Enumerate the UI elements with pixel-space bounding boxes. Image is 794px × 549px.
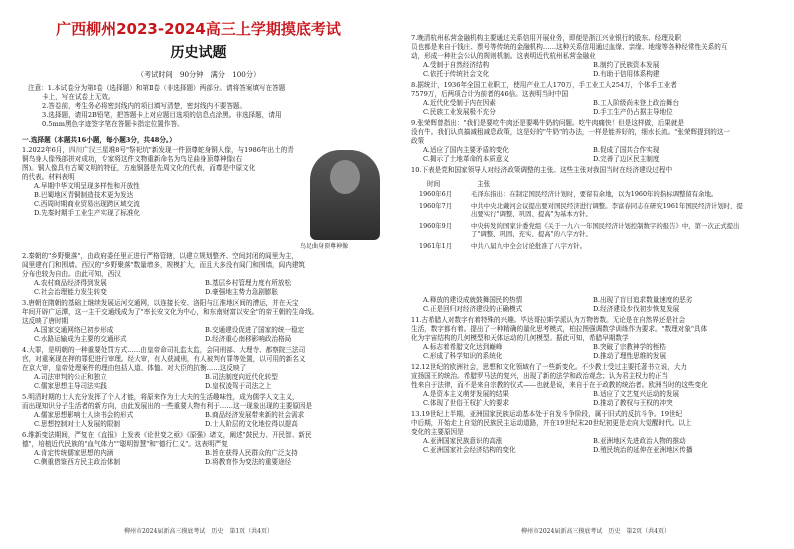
notice-line: 注意：1.本试卷分为第Ⅰ卷（选择题）和第Ⅱ卷（非选择题）两部分。请将答案填写在答题 — [28, 84, 286, 92]
bronze-statue-image — [310, 150, 380, 240]
question-text: 年间开辟广运潭，这一主干交通线成为了"率长安文化为中心，和东南财富以安全"的帝王朝的生命线。 — [22, 308, 319, 316]
question-text: 宣扬国王的统治。希腊罗马法的复兴，出现了新的法学和政治观念；认为君主权力的正当 — [411, 372, 669, 380]
option: C.依托于传统社会文化 — [423, 70, 490, 78]
option: B.旨在获得人民群众的广泛支持 — [205, 449, 298, 457]
option: C.体现了世俗王权扩大的要求 — [423, 399, 510, 407]
notice-line: 0.5mm黑色字迹签字笔在答题卡指定位置作答。 — [42, 120, 184, 128]
option: B.基层乡村管理力度有所放松 — [205, 279, 292, 287]
question-text: 动，形成一种社会公认的规则机制。这表明近代杭州私营金融业 — [411, 52, 596, 60]
question-text: 没有牛。我们认真搞减租减息政策，这是好的"牛奶"的办法，一样是能养好的，细水长流。"张荣辉提到的这一 — [411, 128, 731, 136]
table-row — [419, 242, 749, 250]
page-footer: 柳州市2024届新高三摸底考试 历史 第1页（共4页） — [124, 528, 273, 535]
notice-line: 2.答卷前，考生务必将密封线内的项目填写清楚，密封线内不要答题。 — [42, 102, 247, 110]
table-cell-time: 1960年7月 — [419, 202, 453, 210]
question-text: 12.12世纪的欧洲社会，思想和文化领域有了一些新变化。不少教士受过主要托著书立说，大力 — [411, 363, 688, 371]
question-text: 中后期，开始走上自觉的民族民主运动道路，并在19世纪末20世纪初更是走向大觉醒时代。以上 — [411, 419, 692, 427]
question-text: 13.19世纪上半期，亚洲国家民族运动基本处于自发斗争阶段，属于旧式的反抗斗争。19世纪 — [411, 410, 683, 418]
question-text: 2.秦朝的"乡野聚落"，由政府委任里正进行严格管辖，以建立规划整齐、空间封闭的闾里为主， — [22, 252, 299, 260]
option: D.经济重心南移影响政治格局 — [205, 335, 292, 343]
question-text: 分布也较为自由。由此可知，西汉 — [22, 270, 121, 278]
option: A.适应了国内主要矛盾的变化 — [423, 146, 509, 154]
option: C.正是回归对经济建设的正确模式 — [423, 305, 523, 313]
exam-subject: 历史试题 — [170, 45, 227, 61]
question-text: 这反映了唐时期 — [22, 317, 69, 325]
option: A.受制于自然经济结构 — [423, 61, 490, 69]
option: A.释放的建设成就鼓舞国民的热情 — [423, 296, 523, 304]
question-text: 9.张荣辉曾指出："我们是要吃牛肉还是要喝牛奶的问题。吃牛肉痛快！但是这样做，后果就是 — [411, 119, 685, 127]
table-cell-position: 中共八届九中全会讨论批准了八字方针。 — [471, 242, 587, 250]
table-header-time: 时间 — [427, 180, 441, 188]
question-text: 3.唐朝在隋朝的基础上继续发展运河交通网，以连接长安、洛阳与江淮地区间的漕运，并在天宝 — [22, 299, 299, 307]
option: A.肯定传统儒家思想的内涵 — [34, 449, 114, 457]
notice-line: 3.选择题，请用2B铅笔，把答题卡上对应题目选项的信息点涂黑。非选择题，请用 — [42, 111, 282, 119]
question-text: 闾里建有门和围墙。西汉的"乡野聚落"数量增多，规模扩大，而且大多没有闾门和围墙，闾内建筑 — [22, 261, 306, 269]
table-cell-time: 1960年9月 — [419, 222, 453, 230]
question-text: 变化的主要原因是 — [411, 428, 464, 436]
option: D.将教育作为变法的重要途径 — [205, 458, 292, 466]
option: D.先秦时期手工业生产实现了标准化 — [34, 209, 141, 217]
option: D.豪强地主势力急剧膨胀 — [205, 288, 279, 296]
option: B.商品经济发展带来新的社会需求 — [205, 411, 305, 419]
option: C.西周时期商业贸易出现跨区域交流 — [34, 200, 140, 208]
option: B.促成了国共合作实现 — [593, 146, 660, 154]
table-cell-position: 中共中央北戴河会议提出要对国民经济进行调整。李富春同志在研究1961年国民经济计划时，提出要实行"调整、巩固、提高"为基本方针。 — [471, 202, 743, 218]
option: D.完善了边区民主制度 — [593, 155, 660, 163]
option: B.出现了盲目追求数量速度的恶劣 — [593, 296, 693, 304]
option: A.农村商品经济得到发展 — [34, 279, 107, 287]
question-text: 政策 — [411, 137, 425, 145]
page-footer: 柳州市2024届新高三摸底考试 历史 第2页（共4页） — [521, 528, 670, 535]
table-row — [419, 190, 749, 198]
question-text: 1.2022年6月，四川广汉三星堆8号"祭祀坑"新发现一件顶尊蛇身铜人像，与1986年出土的青 — [22, 146, 294, 154]
question-text: 7.晚清杭州私营金融机构主要通过关系信用开展业务，即便是浙江兴业银行的股东、经理及职 — [411, 34, 682, 42]
option: C.思想控制对士人发展的限制 — [34, 420, 121, 428]
option: C.亚洲国家社会经济结构的变化 — [423, 446, 516, 454]
question-text: 性来自于法律，而不是来自宗教的仪式——也就是说，来自于在于政教的统治者。欧洲当时的这些变化 — [411, 381, 708, 389]
option: C.形成了科学知识的系统化 — [423, 352, 503, 360]
option: D.皇权凌驾于司法之上 — [205, 382, 272, 390]
option: B.适应了文艺复兴运动的发展 — [593, 390, 680, 398]
question-text: 10.下表是党和国家领导人对经济政策调整的主张。这些主张对我国当时在经济建设过程中 — [411, 166, 673, 174]
option: B.工人阶级尚未登上政治舞台 — [593, 99, 680, 107]
question-text: 6.维新变法期间，严复在《直报》上发表《论世变之亟》《原强》诸文，阐述"鼓民力、开民智、新民 — [22, 431, 312, 439]
question-text: 的代表。材料表明 — [22, 173, 75, 181]
option: A.儒家思想影响士人读书会的形式 — [34, 411, 134, 419]
policy-table — [419, 190, 749, 250]
table-header-position: 主张 — [477, 180, 491, 188]
question-text: 8.据统计，1936年全国工业职工，使用产业工人170万，手工业工人254万，个体手工业者 — [411, 81, 677, 89]
exam-page-2 — [397, 0, 794, 549]
question-text: 化为宇宙结构的几何模型和天体运动的几何模型。据此可知，希腊早期数学 — [411, 334, 629, 342]
option: A.司法审判的公正和独立 — [34, 373, 107, 381]
option: A.近代化受制于内在因素 — [423, 99, 496, 107]
option: B.交通建设促进了国家的统一稳定 — [205, 326, 305, 334]
option: D.士人阶层的文化地位得以提高 — [205, 420, 298, 428]
option: D.有助于信用体系构建 — [593, 70, 660, 78]
question-text: 官，对重案现在押的罪犯进行审理。经大审，有人获减刑，有人被判有罪等处置，以可用的新名义 — [22, 355, 306, 363]
option: A.亚洲国家民族意识的高涨 — [423, 437, 503, 445]
option: D.推动了教权与王权的冲突 — [593, 399, 673, 407]
table-cell-time: 1960年6月 — [419, 190, 453, 198]
question-text: 7579万，后两项合计为前者的46倍。这表明当时中国 — [411, 90, 569, 98]
table-cell-position: 中央转发的国家计委党组《关于一九六一年国民经济计划控制数字的报告》中，第一次正式提出了"调整、巩固、充实、提高"的八字方针。 — [471, 222, 740, 238]
question-text: 生活，数字都有着。提出了一种精确的量化思考模式，柏拉图强调数学训练作为要求。"数理对象"具体 — [411, 325, 708, 333]
question-text: 在京大审，皇帝处理案件的理由包括人道、体恤、对大臣的抗衡……这反映了 — [22, 364, 247, 372]
option: B.巴蜀地区青铜制造技术更为发达 — [34, 191, 134, 199]
option: B.司法制度向近代化转型 — [205, 373, 278, 381]
option: A.早期中华文明呈现多样性和开放性 — [34, 182, 140, 190]
question-text: 员也都是来自于钱庄、票号等传统的金融机构……这种关系信用通过血缘、亲缘、地缘等各种经常性关系的互 — [411, 43, 728, 51]
option: D.手工生产仍占据主导地位 — [593, 108, 673, 116]
question-text: 而出现知识分子生活者的新方向，由此发展出的一些重要人物有利于……这一现象出现的主要原因是 — [22, 402, 313, 410]
option: A.国家交通网络已初步形成 — [34, 326, 114, 334]
option: D.经济建设步伐初步恢复发展 — [593, 305, 680, 313]
option: B.制约了民族资本发展 — [593, 61, 660, 69]
table-row — [419, 202, 749, 218]
question-text: 铜鸟身人像残部拼对成功，专家将这件文物重新命名为鸟足曲身顶尊神像(右 — [22, 155, 243, 163]
exam-title: 广西柳州2023-2024高三上学期摸底考试 — [56, 20, 341, 38]
option: A.标志着希腊文化达到巅峰 — [423, 343, 503, 351]
option: C.水路运输成为主要的交通形式 — [34, 335, 127, 343]
option: C.揭示了土地革命的本质意义 — [423, 155, 510, 163]
option: B.亚洲地区先进政治人物的推动 — [593, 437, 686, 445]
question-text: 4.大罪，是明朝的一种重要处罚方式……由皇帝命司礼监太监，会同刑部、大理寺、都察院三法司 — [22, 346, 306, 354]
exam-meta: （考试时间 90分钟 满分 100分） — [136, 70, 261, 79]
table-row — [419, 222, 749, 238]
option: C.儒家思想主导司法实践 — [34, 382, 107, 390]
option: C.侧重借鉴西方民主政治体制 — [34, 458, 121, 466]
question-text: 11.古希腊人对数字有着特殊的兴趣。毕达哥拉斯学派认为万物皆数。无论是在自然界还是社会 — [411, 316, 686, 324]
section-heading: 一.选择题（本题共16小题，每小题3分，共48分。） — [22, 136, 176, 144]
option: C.社会治理能力发生转变 — [34, 288, 107, 296]
table-cell-time: 1961年1月 — [419, 242, 453, 250]
notice-line: 卡上，写在试卷上无效。 — [42, 93, 115, 101]
option: A.是资本主义萌芽发展的结果 — [423, 390, 509, 398]
question-text: 5.明清时期的士人充分发挥了个人才能，将原来作为士大夫的生活趣味性，成为儒学人文主义， — [22, 393, 299, 401]
option: C.民族工业发展极不充分 — [423, 108, 496, 116]
option: D.推动了理性思维的发展 — [593, 352, 667, 360]
figure-caption: 鸟足曲身顶尊神像 — [300, 243, 349, 250]
option: B.突破了宗教神学的桎梏 — [593, 343, 666, 351]
question-text: 德"，培植近代民族的"血气体力""聪明智慧"和"德行仁义"。这表明严复 — [22, 440, 228, 448]
table-cell-position: 毛泽东指出：在制定国民经济计划时，要留有余地，以为1960年的指标调整留有余地。 — [471, 190, 718, 198]
question-text: 图)。铜人像具有古蜀文明的特征，方座铜器是先周文化的代表，而尊是中原文化 — [22, 164, 256, 172]
option: D.殖民统治的延伸在亚洲地区传播 — [593, 446, 693, 454]
